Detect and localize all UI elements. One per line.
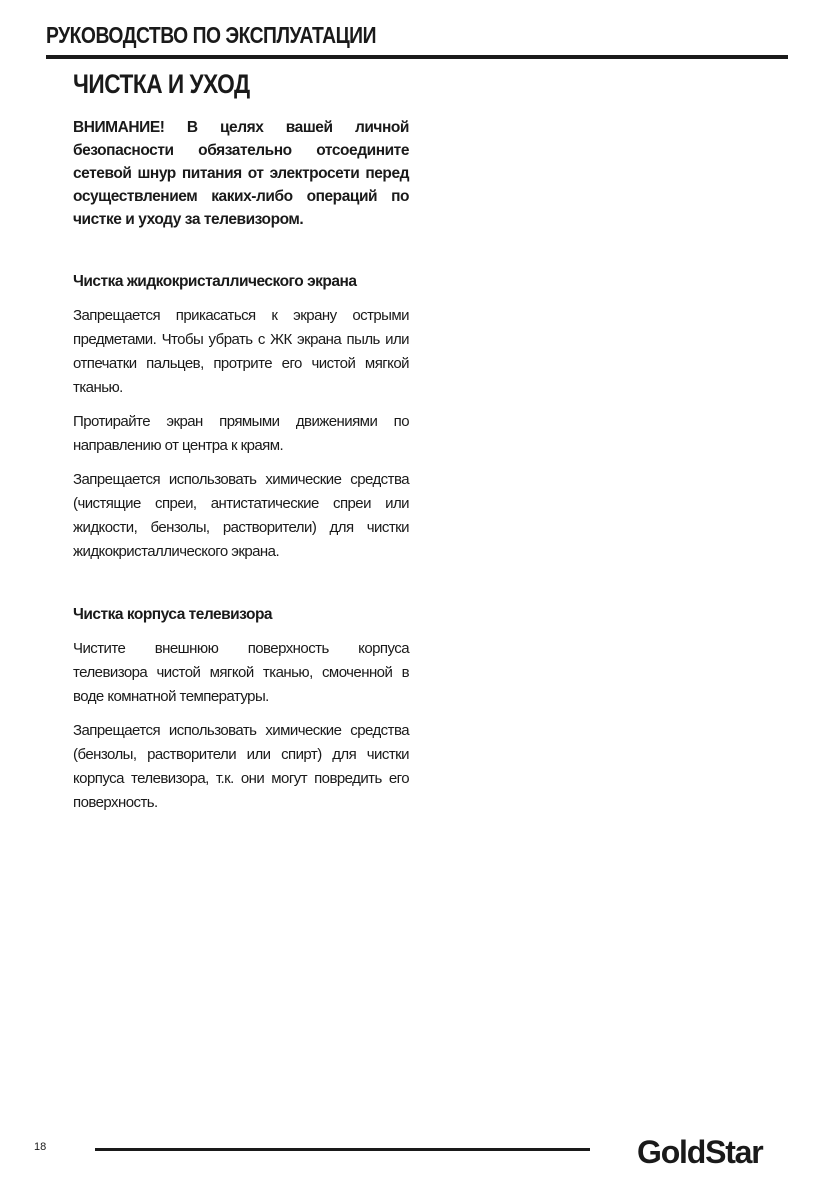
screen-paragraph-3: Запрещается использовать химические средства (чистящие спреи, антистатические спреи или жидкости, бензолы, растворители) для чистки жидкокристаллического экрана. xyxy=(73,471,409,560)
warning-notice: ВНИМАНИЕ! В целях вашей личной безопасности обязательно отсоедините сетевой шнур питания от электросети перед осуществлением каких-либо операций по чистке и уходу за телевизором. xyxy=(73,119,409,228)
subsection-heading-case: Чистка корпуса телевизора xyxy=(73,606,273,623)
footer-divider xyxy=(95,1148,590,1151)
screen-paragraph-1: Запрещается прикасаться к экрану острыми предметами. Чтобы убрать с ЖК экрана пыль или отпечатки пальцев, протрите его чистой мягкой тканью. xyxy=(73,307,409,396)
running-header-title: РУКОВОДСТВО ПО ЭКСПЛУАТАЦИИ xyxy=(46,22,376,48)
case-paragraph-1: Чистите внешнюю поверхность корпуса телевизора чистой мягкой тканью, смоченной в воде комнатной температуры. xyxy=(73,640,409,705)
case-paragraph-2: Запрещается использовать химические средства (бензолы, растворители или спирт) для чистки корпуса телевизора, т.к. они могут повредить его поверхность. xyxy=(73,722,409,811)
screen-paragraph-2: Протирайте экран прямыми движениями по направлению от центра к краям. xyxy=(73,413,409,454)
subsection-heading-screen: Чистка жидкокристаллического экрана xyxy=(73,273,357,290)
header-divider xyxy=(46,55,788,59)
goldstar-logo: GoldStar xyxy=(637,1134,763,1170)
section-body xyxy=(73,116,409,815)
section-title: ЧИСТКА И УХОД xyxy=(73,69,250,99)
page-number: 18 xyxy=(34,1141,47,1153)
